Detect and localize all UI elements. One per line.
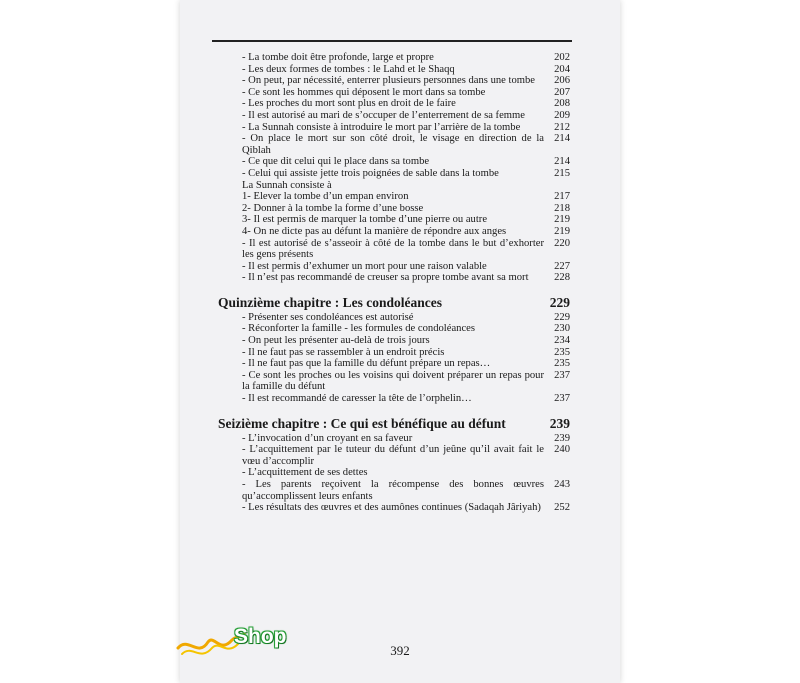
- toc-entry-page: 235: [554, 346, 570, 358]
- toc-entry-title: - Il est recommandé de caresser la tête de l’orphelin…: [242, 393, 472, 405]
- toc-entry-page: 227: [554, 260, 570, 272]
- toc-entry-page: 243: [554, 479, 570, 490]
- toc-section-benefits: [218, 433, 570, 514]
- toc-entry-page: 237: [554, 393, 570, 405]
- toc-entry-title: - Réconforter la famille - les formules de condoléances: [242, 323, 475, 335]
- toc-entry-title: - La tombe doit être profonde, large et propre: [242, 52, 434, 63]
- toc-entry-title: - Il est autorisé de s’asseoir à côté de la tombe dans le but d’exhorter les gens présents: [242, 237, 544, 261]
- toc-entry[interactable]: [242, 433, 570, 445]
- toc-entry-page: 206: [554, 75, 570, 87]
- toc-entry-title: - La Sunnah consiste à introduire le mort par l’arrière de la tombe: [242, 121, 521, 133]
- toc-entry-title: - Ce sont les hommes qui déposent le mort dans sa tombe: [242, 86, 486, 98]
- toc-entry[interactable]: [242, 203, 570, 215]
- toc-entry-page: 219: [554, 214, 570, 226]
- toc-entry-title: - On peut, par nécessité, enterrer plusieurs personnes dans une tombe: [242, 75, 535, 87]
- toc-entry[interactable]: [242, 226, 570, 238]
- toc-entry-page: 239: [554, 432, 570, 444]
- toc-entry-title: 2- Donner à la tombe la forme d’une bosse: [242, 202, 424, 214]
- toc-entry[interactable]: [242, 238, 570, 261]
- table-of-contents: [218, 52, 570, 514]
- chapter-heading-15[interactable]: [218, 295, 570, 311]
- chapter-page: 229: [549, 294, 570, 310]
- toc-entry-page: 214: [554, 156, 570, 168]
- toc-entry[interactable]: [242, 347, 570, 359]
- toc-section-sunnah: [218, 191, 570, 284]
- sunnah-line: La Sunnah consiste à: [242, 179, 332, 191]
- toc-entry-page: 220: [554, 237, 570, 249]
- toc-entry-title: - Il ne faut pas se rassembler à un endroit précis: [242, 346, 445, 358]
- toc-entry[interactable]: [242, 323, 570, 335]
- toc-entry-title: - Il n’est pas recommandé de creuser sa propre tombe avant sa mort: [242, 272, 529, 284]
- toc-entry[interactable]: [242, 502, 570, 514]
- toc-section-burial: [218, 52, 570, 180]
- toc-entry[interactable]: [242, 467, 570, 479]
- toc-entry[interactable]: [242, 444, 570, 467]
- toc-entry-title: - L’acquittement par le tuteur du défunt d’un jeûne qu’il avait fait le vœu d’accomplir: [242, 444, 544, 467]
- toc-entry-page: 235: [554, 358, 570, 370]
- toc-entry[interactable]: [242, 335, 570, 347]
- toc-section-condolences: [218, 312, 570, 405]
- toc-entry-page: 215: [554, 167, 570, 179]
- toc-entry-page: 252: [554, 502, 570, 514]
- toc-entry[interactable]: [242, 87, 570, 99]
- chapter-heading-16[interactable]: [218, 416, 570, 432]
- toc-entry-page: 214: [554, 133, 570, 145]
- toc-entry[interactable]: [242, 64, 570, 76]
- toc-entry-title: - Les deux formes de tombes : le Lahd et le Shaqq: [242, 63, 455, 75]
- toc-entry[interactable]: [242, 191, 570, 203]
- toc-entry-title: 4- On ne dicte pas au défunt la manière de répondre aux anges: [242, 225, 507, 237]
- chapter-title: Quinzième chapitre : Les condoléances: [218, 294, 442, 310]
- toc-entry[interactable]: [242, 393, 570, 405]
- toc-entry-page: 208: [554, 98, 570, 110]
- toc-entry-title: 3- Il est permis de marquer la tombe d’une pierre ou autre: [242, 214, 488, 226]
- toc-entry-page: 204: [554, 63, 570, 75]
- toc-entry[interactable]: [242, 122, 570, 134]
- toc-entry-page: 212: [554, 121, 570, 133]
- toc-entry-page: 202: [554, 52, 570, 63]
- toc-entry[interactable]: [242, 168, 570, 180]
- toc-entry[interactable]: [242, 52, 570, 64]
- toc-entry[interactable]: [242, 312, 570, 324]
- toc-entry[interactable]: [242, 156, 570, 168]
- toc-entry-page: 234: [554, 335, 570, 347]
- chapter-page: 239: [549, 415, 570, 431]
- toc-entry-title: - Il ne faut pas que la famille du défunt prépare un repas…: [242, 358, 491, 370]
- toc-entry[interactable]: [242, 358, 570, 370]
- toc-entry-page: 230: [554, 323, 570, 335]
- toc-entry-title: - Il est autorisé au mari de s’occuper de l’enterrement de sa femme: [242, 109, 525, 121]
- chapter-title: Seizième chapitre : Ce qui est bénéfique au défunt: [218, 415, 506, 431]
- toc-entry-title: - Il est permis d’exhumer un mort pour une raison valable: [242, 260, 487, 272]
- logo-text: Shop: [234, 625, 287, 648]
- toc-entry[interactable]: [242, 98, 570, 110]
- toc-entry[interactable]: [242, 272, 570, 284]
- page-number: 392: [390, 643, 410, 658]
- toc-entry-page: 207: [554, 86, 570, 98]
- toc-entry-title: - Les proches du mort sont plus en droit de le faire: [242, 98, 456, 110]
- toc-entry[interactable]: [242, 479, 570, 502]
- toc-entry[interactable]: [242, 370, 570, 393]
- toc-entry-title: - Présenter ses condoléances est autorisé: [242, 311, 414, 323]
- toc-entry-title: - On peut les présenter au-delà de trois jours: [242, 335, 430, 347]
- toc-entry-page: 229: [554, 311, 570, 323]
- toc-entry[interactable]: [242, 110, 570, 122]
- toc-entry-page: 217: [554, 191, 570, 203]
- toc-entry-page: 218: [554, 202, 570, 214]
- toc-entry[interactable]: [242, 75, 570, 87]
- toc-entry-title: - Les parents reçoivent la récompense des bonnes œuvres qu’accomplissent leurs enfants: [242, 479, 544, 502]
- toc-entry[interactable]: [242, 214, 570, 226]
- toc-entry-title: - Les résultats des œuvres et des aumônes continues (Sadaqah Jâriyah): [242, 502, 541, 514]
- toc-entry[interactable]: [242, 133, 570, 156]
- toc-entry-title: 1- Elever la tombe d’un empan environ: [242, 191, 409, 203]
- shop-logo[interactable]: [176, 622, 296, 670]
- toc-entry-title: - Ce que dit celui qui le place dans sa tombe: [242, 156, 430, 168]
- header-rule: [212, 40, 572, 42]
- toc-entry-page: 240: [554, 444, 570, 456]
- toc-entry-title: - L’acquittement de ses dettes: [242, 467, 368, 479]
- toc-entry-page: 209: [554, 109, 570, 121]
- toc-entry-title: - Celui qui assiste jette trois poignées de sable dans la tombe: [242, 167, 499, 179]
- toc-entry[interactable]: [242, 261, 570, 273]
- toc-entry-title: - L’invocation d’un croyant en sa faveur: [242, 432, 413, 444]
- toc-entry-page: 219: [554, 225, 570, 237]
- toc-entry-page: 237: [554, 369, 570, 381]
- toc-entry-title: - On place le mort sur son côté droit, le visage en direction de la Qiblah: [242, 133, 544, 156]
- toc-entry-title: - Ce sont les proches ou les voisins qui doivent préparer un repas pour la famille du défunt: [242, 369, 544, 393]
- toc-entry-page: 228: [554, 272, 570, 284]
